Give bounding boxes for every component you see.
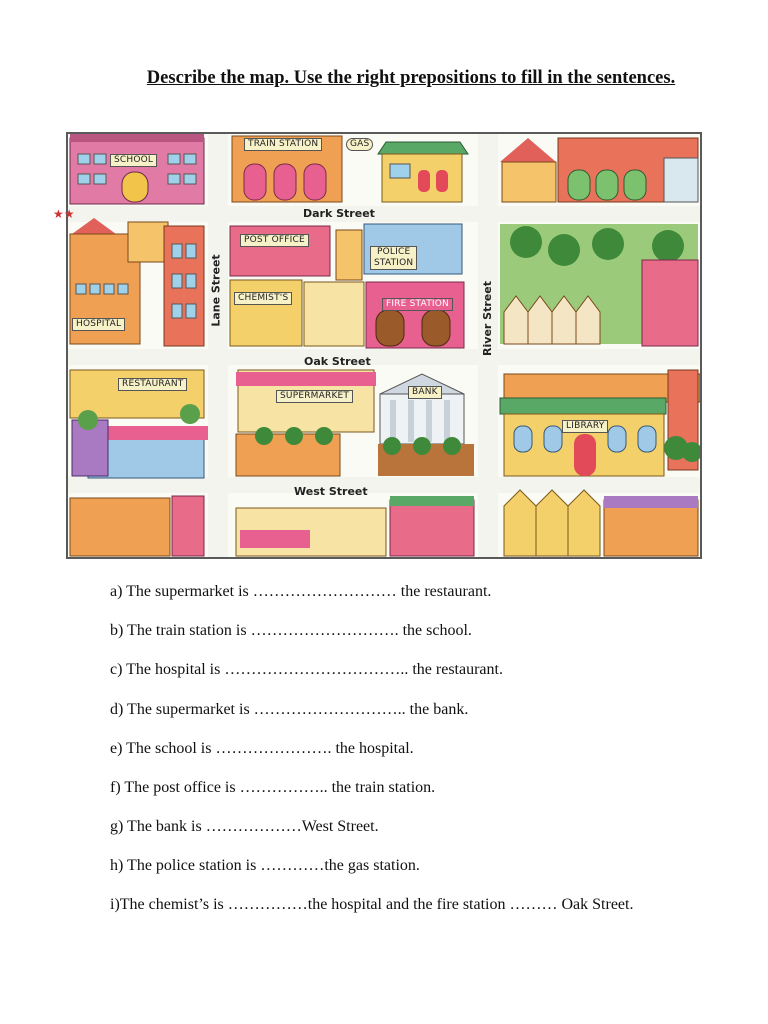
sentence-e: e) The school is …………………. the hospital. — [110, 740, 414, 757]
school-building — [70, 134, 204, 204]
sentence-c: c) The hospital is …………………………….. the restaurant. — [110, 661, 503, 678]
post-office-sign: POST OFFICE — [240, 234, 309, 247]
sentence-d: d) The supermarket is ……………………….. the bank. — [110, 701, 469, 718]
supermarket-sign: SUPERMARKET — [276, 390, 353, 403]
river-street-label: River Street — [480, 281, 494, 356]
runner-figures: ★★ — [53, 207, 75, 221]
west-street-road — [68, 477, 700, 493]
map-illustration — [68, 134, 700, 557]
park-with-trees — [500, 224, 698, 346]
dark-street-label: Dark Street — [303, 207, 375, 220]
sentence-b: b) The train station is ………………………. the school. — [110, 622, 472, 639]
gas-station-building — [378, 142, 468, 202]
sentence-g: g) The bank is ………………West Street. — [110, 818, 379, 835]
town-map — [66, 132, 702, 559]
gas-sign: GAS — [346, 138, 373, 151]
dark-street-road — [68, 206, 700, 222]
train-station-sign: TRAIN STATION — [244, 138, 322, 151]
hospital-sign: HOSPITAL — [72, 318, 125, 331]
bottom-row-buildings — [70, 490, 698, 556]
sentence-f: f) The post office is …………….. the train station. — [110, 779, 436, 796]
restaurant-sign: RESTAURANT — [118, 378, 187, 391]
worksheet-title: Describe the map. Use the right prepositions to fill in the sentences. — [146, 68, 676, 88]
lane-street-label: Lane Street — [209, 254, 223, 327]
lane-street-road — [208, 134, 228, 557]
library-sign: LIBRARY — [562, 420, 608, 433]
fire-station-sign: FIRE STATION — [382, 298, 453, 311]
school-sign: SCHOOL — [110, 154, 157, 167]
bank-sign: BANK — [408, 386, 442, 399]
oak-street-label: Oak Street — [304, 355, 371, 368]
sentence-i: i)The chemist’s is ……………the hospital and the fire station ……… Oak Street. — [110, 896, 634, 913]
oak-street-road — [68, 349, 700, 365]
sentence-h: h) The police station is …………the gas station. — [110, 857, 420, 874]
police-station-sign: POLICE STATION — [370, 246, 417, 270]
chemists-sign: CHEMIST'S — [234, 292, 292, 305]
top-right-houses — [500, 138, 698, 202]
west-street-label: West Street — [294, 485, 368, 498]
sentence-a: a) The supermarket is ……………………… the restaurant. — [110, 583, 492, 600]
